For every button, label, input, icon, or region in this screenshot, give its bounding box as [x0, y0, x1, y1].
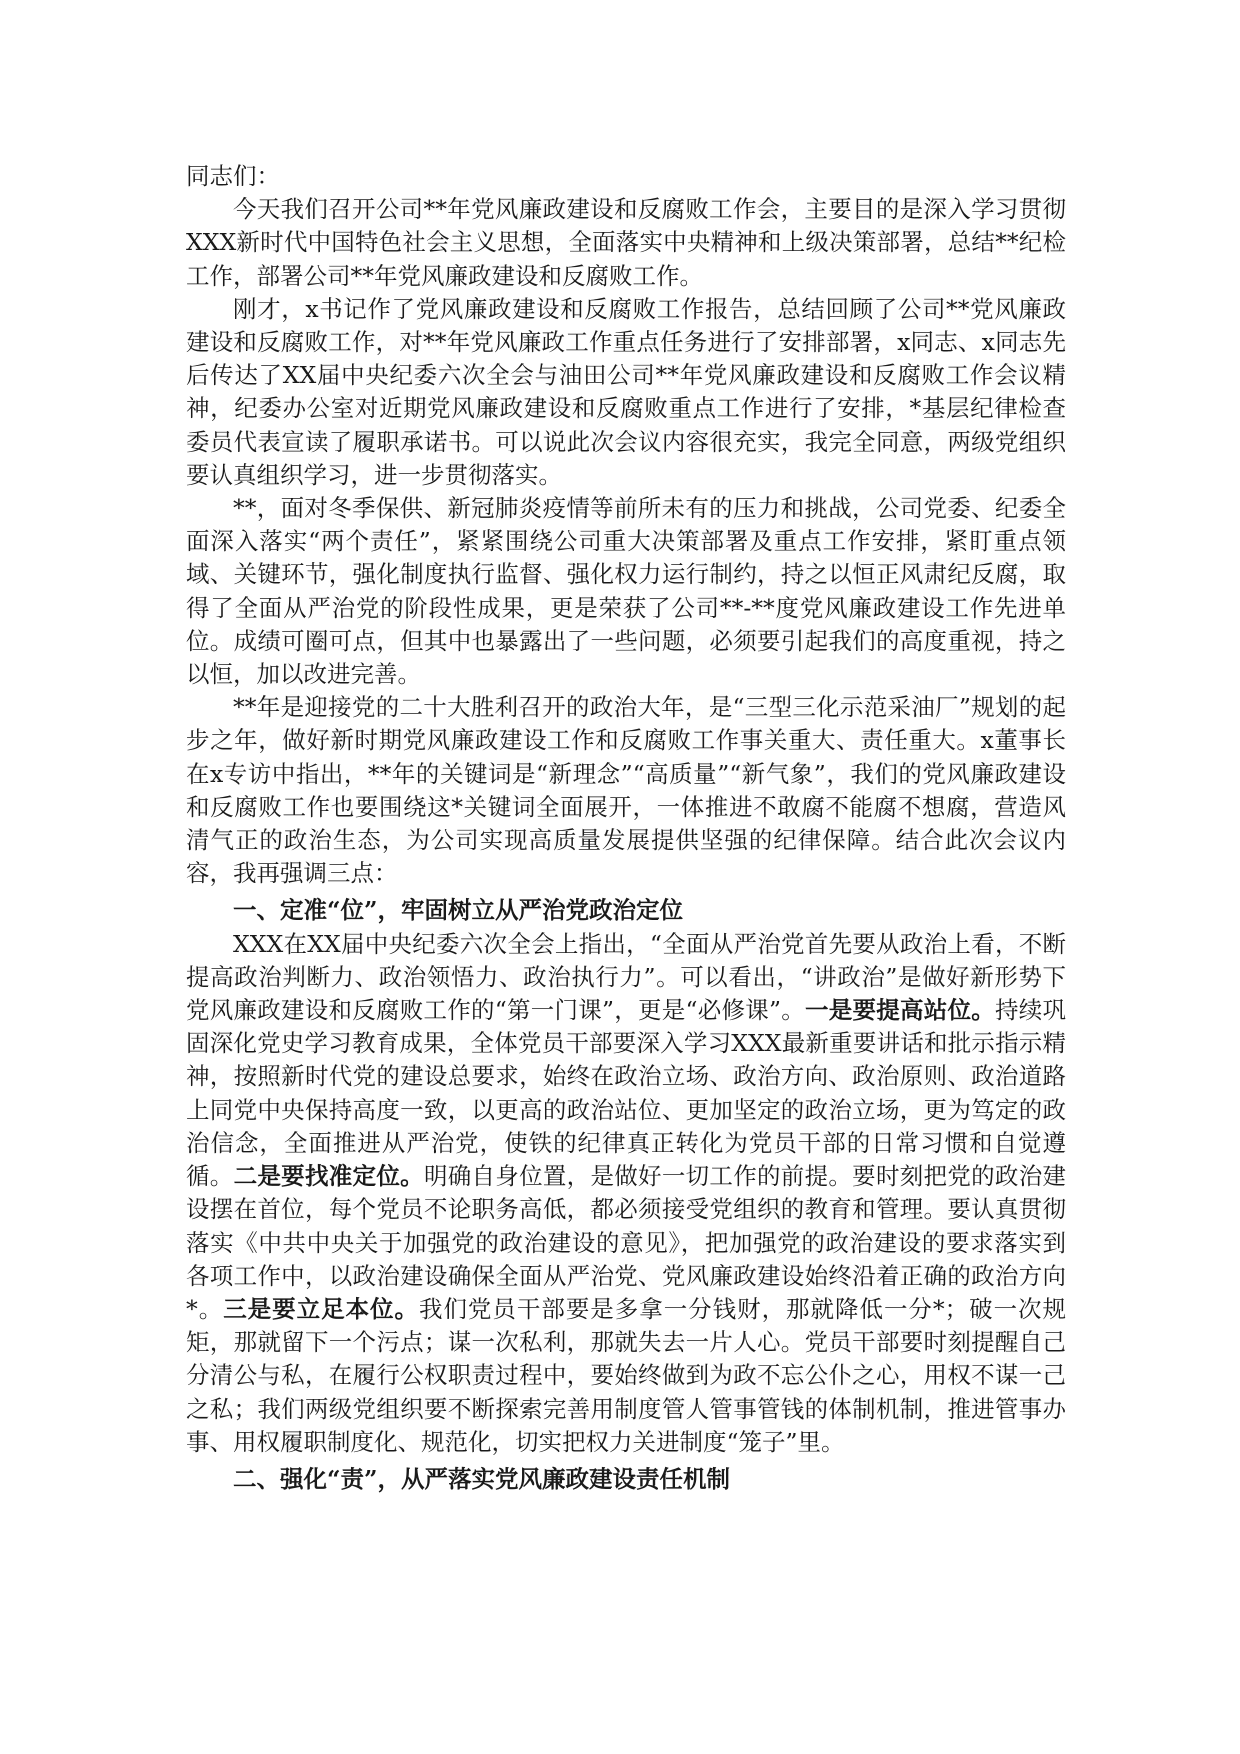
section-heading-2: 二、强化“责”，从严落实党风廉政建设责任机制: [233, 1464, 731, 1493]
point-2-lead: 二是要找准定位。: [233, 1162, 424, 1191]
section-1-intro: XXX在XX届中央纪委六次全会上指出，“全面从严治党首先要从政治上看，不断提高政治判断力、政治领悟力、政治执行力”。可以看出，“讲政治”是做好新形势下党风廉政建设和反腐败工作的“第一门课”，更是“必修课”。: [186, 929, 1066, 1025]
point-1-body: 持续巩固深化党史学习教育成果，全体党员干部要深入学习XXX最新重要讲话和批示指示精神，按照新时代党的建设总要求，始终在政治立场、政治方向、政治原则、政治道路上同党中央保持高度一致，以更高的政治站位、更加坚定的政治立场，更为笃定的政治信念，全面推进从严治党，使铁的纪律真正转化为党员干部的日常习惯和自觉遵循。: [186, 996, 1067, 1191]
paragraph-achievements: **，面对冬季保供、新冠肺炎疫情等前所未有的压力和挑战，公司党委、纪委全面深入落实“两个责任”，紧紧围绕公司重大决策部署及重点工作安排，紧盯重点领域、关键环节，强化制度执行监督、强化权力运行制约，持之以恒正风肃纪反腐，取得了全面从严治党的阶段性成果，更是荣获了公司**-**度党风廉政建设工作先进单位。成绩可圈可点，但其中也暴露出了一些问题，必须要引起我们的高度重视，持之以恒，加以改进完善。: [186, 494, 1066, 689]
speech-body: [186, 160, 1066, 1496]
paragraph-review: 刚才，x书记作了党风廉政建设和反腐败工作报告，总结回顾了公司**党风廉政建设和反腐败工作，对**年党风廉政工作重点任务进行了安排部署，x同志、x同志先后传达了XX届中央纪委六次全会与油田公司**年党风廉政建设和反腐败工作会议精神，纪委办公室对近期党风廉政建设和反腐败重点工作进行了安排，*基层纪律检查委员代表宣读了履职承诺书。可以说此次会议内容很充实，我完全同意，两级党组织要认真组织学习，进一步贯彻落实。: [186, 294, 1066, 489]
point-3-body: 我们党员干部要是多拿一分钱财，那就降低一分*；破一次规矩，那就留下一个污点；谋一次私利，那就失去一片人心。党员干部要时刻提醒自己分清公与私，在履行公权职责过程中，要始终做到为政不忘公仆之心，用权不谋一己之私；我们两级党组织要不断探索完善用制度管人管事管钱的体制机制，推进管事办事、用权履职制度化、规范化，切实把权力关进制度“笼子”里。: [186, 1294, 1067, 1456]
paragraph-opening: 今天我们召开公司**年党风廉政建设和反腐败工作会，主要目的是深入学习贯彻XXX新时代中国特色社会主义思想，全面落实中央精神和上级决策部署，总结**纪检工作，部署公司**年党风廉政建设和反腐败工作。: [186, 195, 1066, 290]
section-1-body: [186, 928, 1066, 1459]
salutation: 同志们：: [186, 162, 280, 190]
point-3-lead: 三是要立足本位。: [223, 1294, 419, 1323]
paragraph-outlook: **年是迎接党的二十大胜利召开的政治大年，是“三型三化示范采油厂”规划的起步之年，做好新时期党风廉政建设工作和反腐败工作事关重大、责任重大。x董事长在x专访中指出，**年的关键词是“新理念”“高质量”“新气象”，我们的党风廉政建设和反腐败工作也要围绕这*关键词全面展开，一体推进不敢腐不能腐不想腐，营造风清气正的政治生态，为公司实现高质量发展提供坚强的纪律保障。结合此次会议内容，我再强调三点：: [186, 693, 1066, 888]
point-1-lead: 一是要提高站位。: [805, 996, 996, 1025]
section-heading-1: 一、定准“位”，牢固树立从严治党政治定位: [233, 896, 684, 925]
point-2-body: 明确自身位置，是做好一切工作的前提。要时刻把党的政治建设摆在首位，每个党员不论职务高低，都必须接受党组织的教育和管理。要认真贯彻落实《中共中央关于加强党的政治建设的意见》，把加强党的政治建设的要求落实到各项工作中，以政治建设确保全面从严治党、党风廉政建设始终沿着正确的政治方向*。: [186, 1162, 1067, 1323]
